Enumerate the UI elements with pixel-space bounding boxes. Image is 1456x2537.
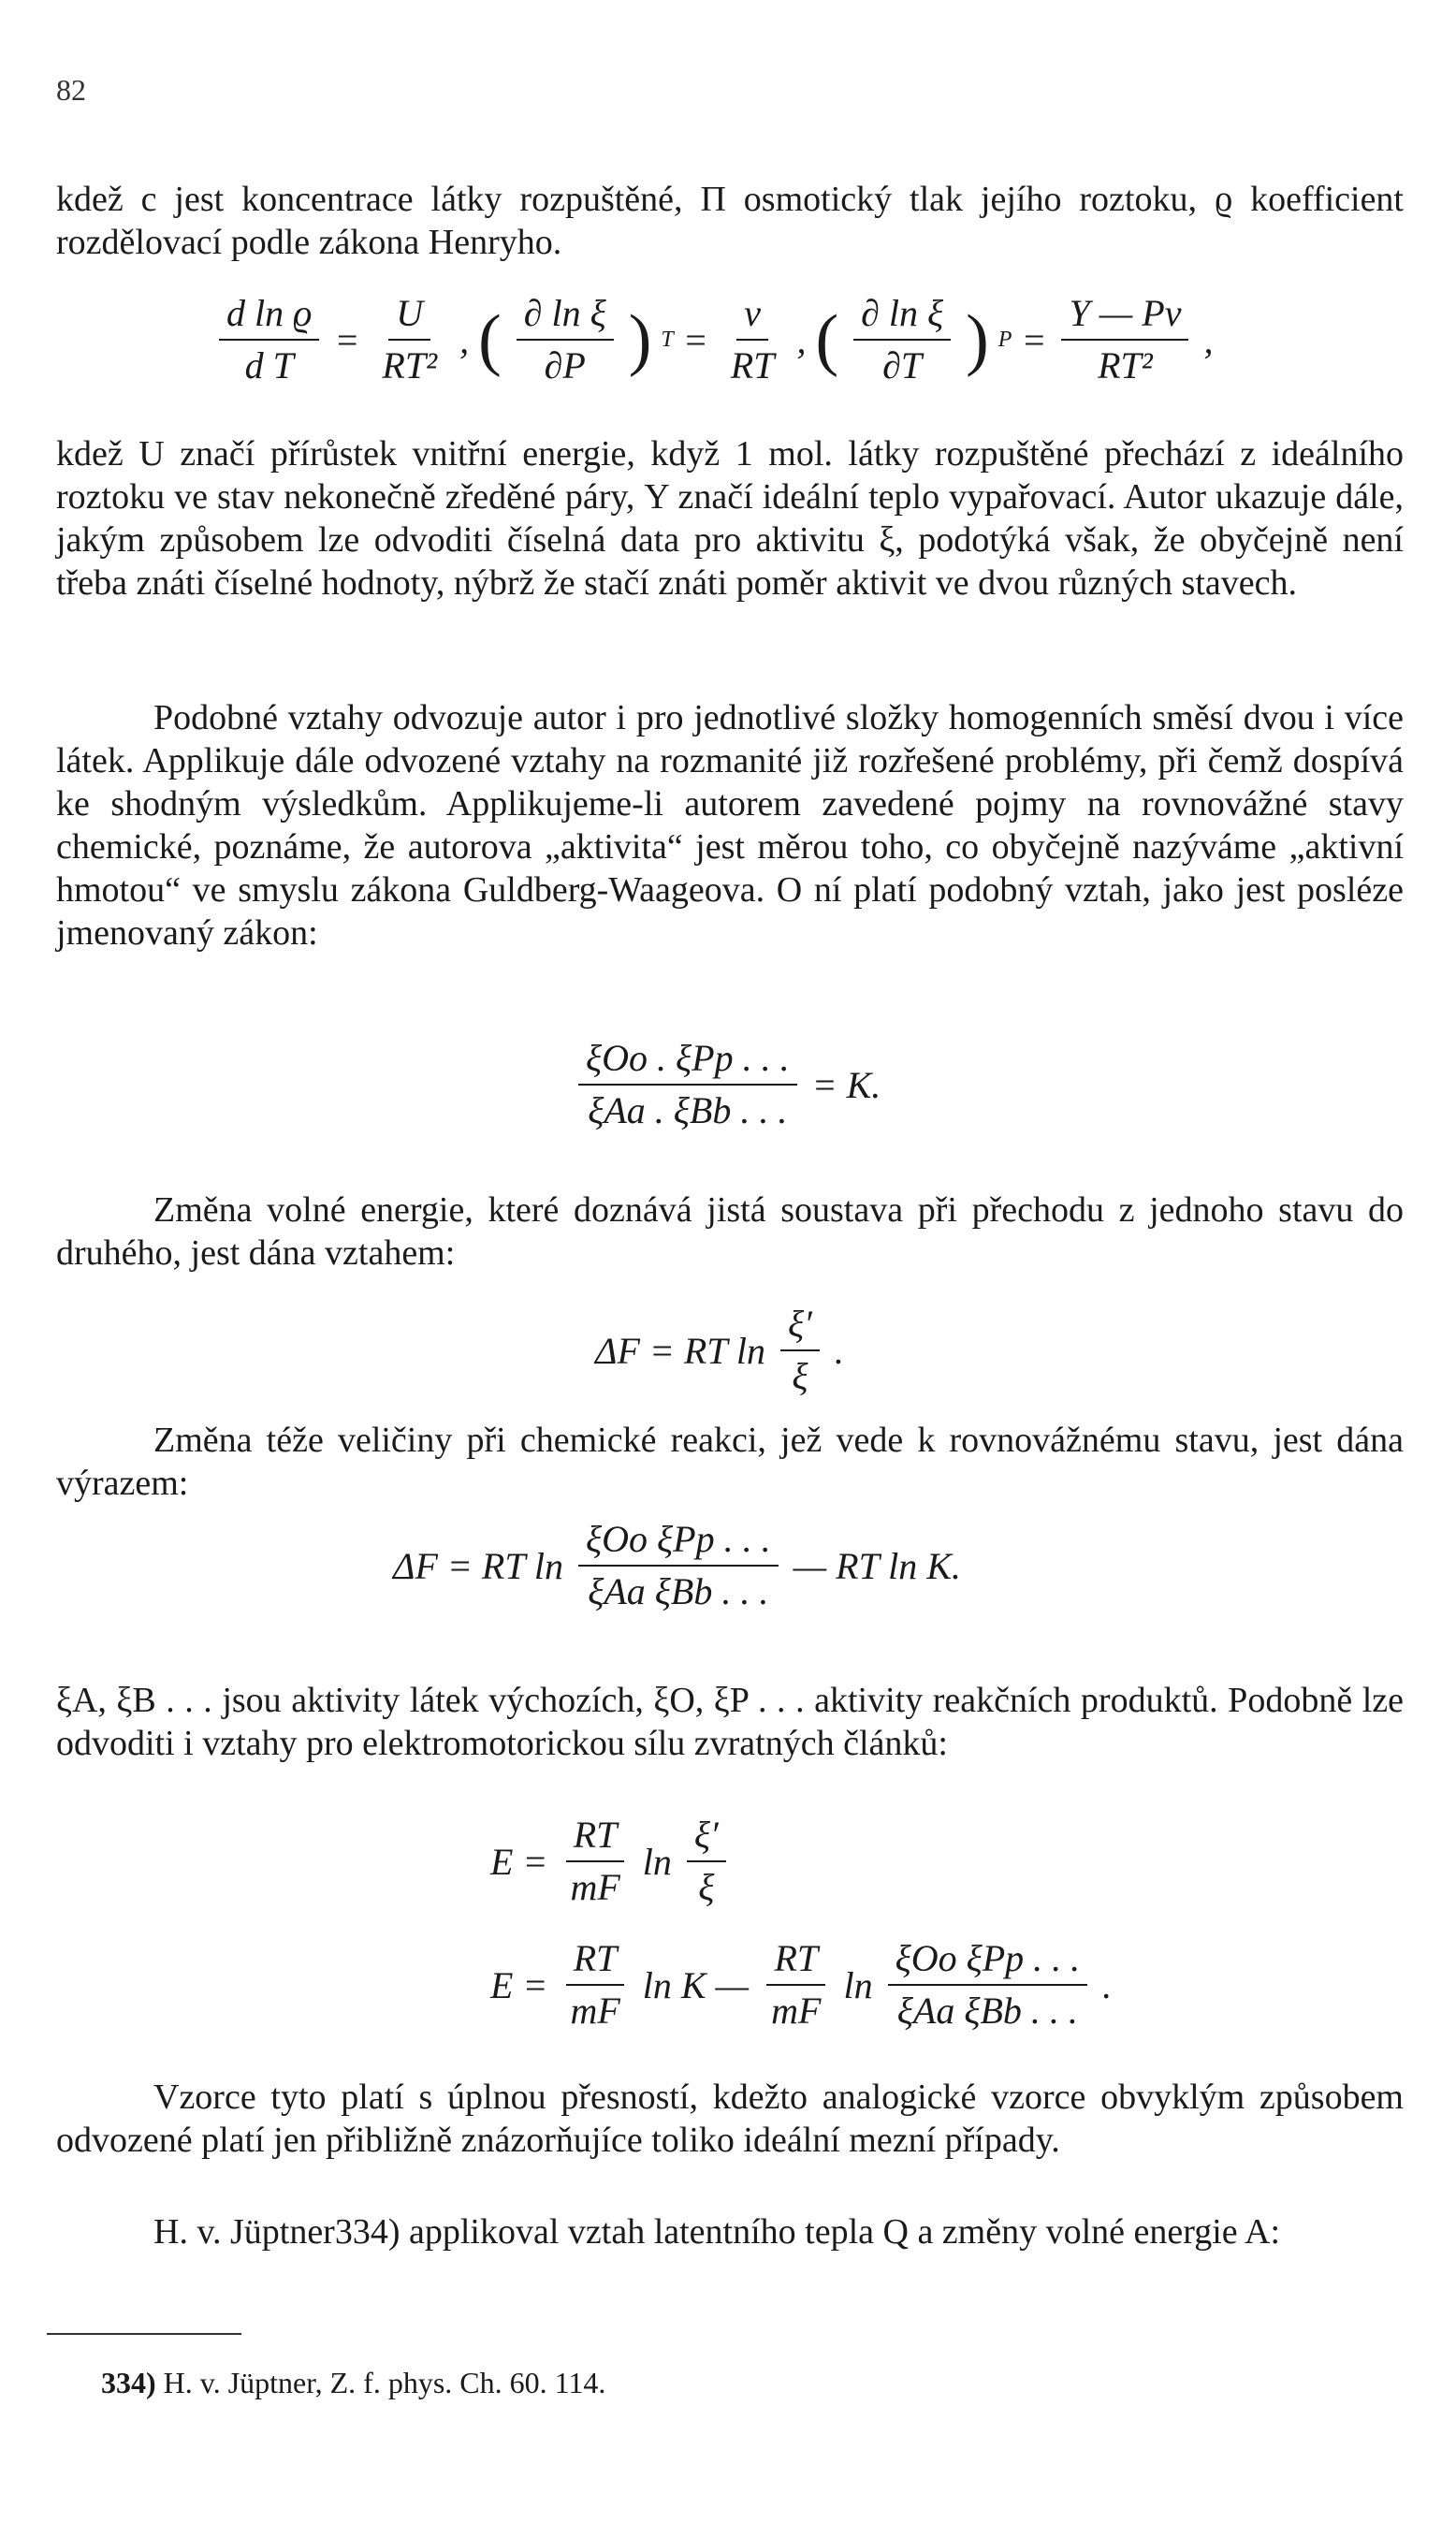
footnote xyxy=(101,2366,605,2400)
paragraph-5: Změna téže veličiny při chemické reakci, jež vede k rovnovážnému stavu, jest dána výrazem: xyxy=(56,1421,1404,1503)
equation-6 xyxy=(490,1937,1112,2033)
eq4-den: ξAa ξBb . . . xyxy=(588,1570,769,1612)
eq4-num: ξOo ξPp . . . xyxy=(578,1518,779,1567)
eq5-num: RT xyxy=(566,1814,625,1862)
eq5-den2: ξ xyxy=(698,1866,715,1908)
eq6-den1: mF xyxy=(570,1990,620,2032)
eq6-den3: ξAa ξBb . . . xyxy=(896,1990,1078,2032)
equation-3 xyxy=(595,1303,844,1398)
eq6-num3: ξOo ξPp . . . xyxy=(888,1937,1088,1986)
eq4-rhs: — RT ln K. xyxy=(793,1544,961,1587)
eq1-t4-num: v xyxy=(736,292,768,341)
footnote-author: H. v. Jüptner, xyxy=(163,2366,323,2399)
eq1-equals: = xyxy=(334,318,360,361)
eq1-t5-sub: P xyxy=(997,327,1012,352)
equation-2 xyxy=(573,1037,881,1132)
eq1-paren-open: ( xyxy=(478,301,502,378)
eq1-t6-num: Υ — Pv xyxy=(1061,292,1188,341)
eq1-t3-sub: T xyxy=(661,327,674,352)
paragraph-6: ξA, ξB . . . jsou aktivity látek výchozích, ξO, ξP . . . aktivity reakčních produktů. Podobně lze odvoditi i vztahy pro elektromotorickou sílu zvratných článků: xyxy=(56,1681,1404,1763)
eq6-den2: mF xyxy=(771,1990,822,2032)
eq6-num2: RT xyxy=(766,1937,825,1986)
eq1-t3-den: ∂P xyxy=(544,344,586,386)
eq6-lhs: E = xyxy=(490,1963,548,2006)
eq1-paren-close-2: ) xyxy=(966,301,989,378)
eq4-lhs: ΔF = RT ln xyxy=(393,1544,563,1587)
eq1-t6-den: RT² xyxy=(1098,344,1153,386)
eq3-num: ξ′ xyxy=(780,1303,820,1351)
eq3-den: ξ xyxy=(792,1355,808,1397)
eq6-period: . xyxy=(1102,1963,1113,2006)
eq6-num1: RT xyxy=(566,1937,625,1986)
eq1-t2-den: RT² xyxy=(382,344,438,386)
paragraph-4: Změna volné energie, které doznává jistá soustava při přechodu z jednoho stavu do druhého, jest dána vztahem: xyxy=(56,1190,1404,1273)
eq5-lhs: E = xyxy=(490,1840,548,1883)
eq1-t4-den: RT xyxy=(730,344,775,386)
paragraph-8: H. v. Jüptner334) applikoval vztah latentního tepla Q a změny volné energie A: xyxy=(153,2212,1281,2252)
paragraph-2: kdež U značí přírůstek vnitřní energie, když 1 mol. látky rozpuštěné přechází z ideálního roztoku ve stav nekonečně zředěné páry, Υ značí ideální teplo vypařovací. Autor ukazuje dále, jakým způsobem lze odvoditi číselná data pro aktivitu ξ, podotýká však, že obyčejně není třeba znáti číselné hodnoty, nýbrž že stačí znáti poměr aktivit ve dvou různých stavech. xyxy=(56,434,1404,603)
eq1-equals-3: = xyxy=(1021,318,1047,361)
eq1-paren-open-2: ( xyxy=(815,301,839,378)
paragraph-1: kdež c jest koncentrace látky rozpuštěné, Π osmotický tlak jejího roztoku, ϱ koefficient rozdělovací podle zákona Henryho. xyxy=(56,180,1404,262)
eq6-mid2: ln xyxy=(843,1963,873,2006)
eq1-comma-3: , xyxy=(1203,318,1214,361)
eq5-num2: ξ′ xyxy=(687,1814,726,1862)
eq1-paren-close: ) xyxy=(628,301,652,378)
eq3-lhs: ΔF = RT ln xyxy=(595,1329,765,1372)
equation-4 xyxy=(393,1518,961,1613)
eq2-num: ξOo . ξPp . . . xyxy=(578,1037,797,1086)
eq3-period: . xyxy=(834,1329,844,1372)
eq1-t5-num: ∂ ln ξ xyxy=(853,292,951,341)
eq1-t3-num: ∂ ln ξ xyxy=(517,292,614,341)
eq1-equals-2: = xyxy=(682,318,708,361)
eq5-den: mF xyxy=(570,1866,620,1908)
equation-5 xyxy=(490,1814,732,1909)
eq1-comma: , xyxy=(459,318,470,361)
eq1-t1-num: d ln ϱ xyxy=(219,292,319,341)
eq5-mid: ln xyxy=(642,1840,672,1883)
footnote-separator xyxy=(47,2333,241,2335)
eq2-den: ξAa . ξBb . . . xyxy=(588,1089,788,1131)
page-number: 82 xyxy=(56,73,86,107)
paragraph-7: Vzorce tyto platí s úplnou přesností, kdežto analogické vzorce obvyklým způsobem odvozené platí jen přibližně znázorňujíce toliko ideální mezní případy. xyxy=(56,2078,1404,2160)
eq1-t5-den: ∂T xyxy=(882,344,923,386)
eq2-rhs: = K. xyxy=(811,1063,881,1106)
eq1-comma-2: , xyxy=(796,318,807,361)
eq1-t1-den: d T xyxy=(244,344,294,386)
paragraph-3: Podobné vztahy odvozuje autor i pro jednotlivé složky homogenních směsí dvou i více látek. Applikuje dále odvozené vztahy na rozmanité již rozřešené problémy, při čemž dospívá ke shodným výsledkům. Applikujeme-li autorem zavedené pojmy na rovnovážné stavy chemické, poznáme, že autorova „aktivita“ jest měrou toho, co obyčejně nazýváme „aktivní hmotou“ ve smyslu zákona Guldberg-Waageova. O ní platí podobný vztah, jako jest posléze jmenovaný zákon: xyxy=(56,698,1404,953)
equation-1 xyxy=(213,292,1213,387)
footnote-source: Z. f. phys. Ch. 60. 114. xyxy=(329,2366,606,2399)
eq6-mid1: ln K — xyxy=(642,1963,750,2006)
eq1-t2-num: U xyxy=(388,292,430,341)
footnote-marker: 334) xyxy=(101,2366,156,2399)
